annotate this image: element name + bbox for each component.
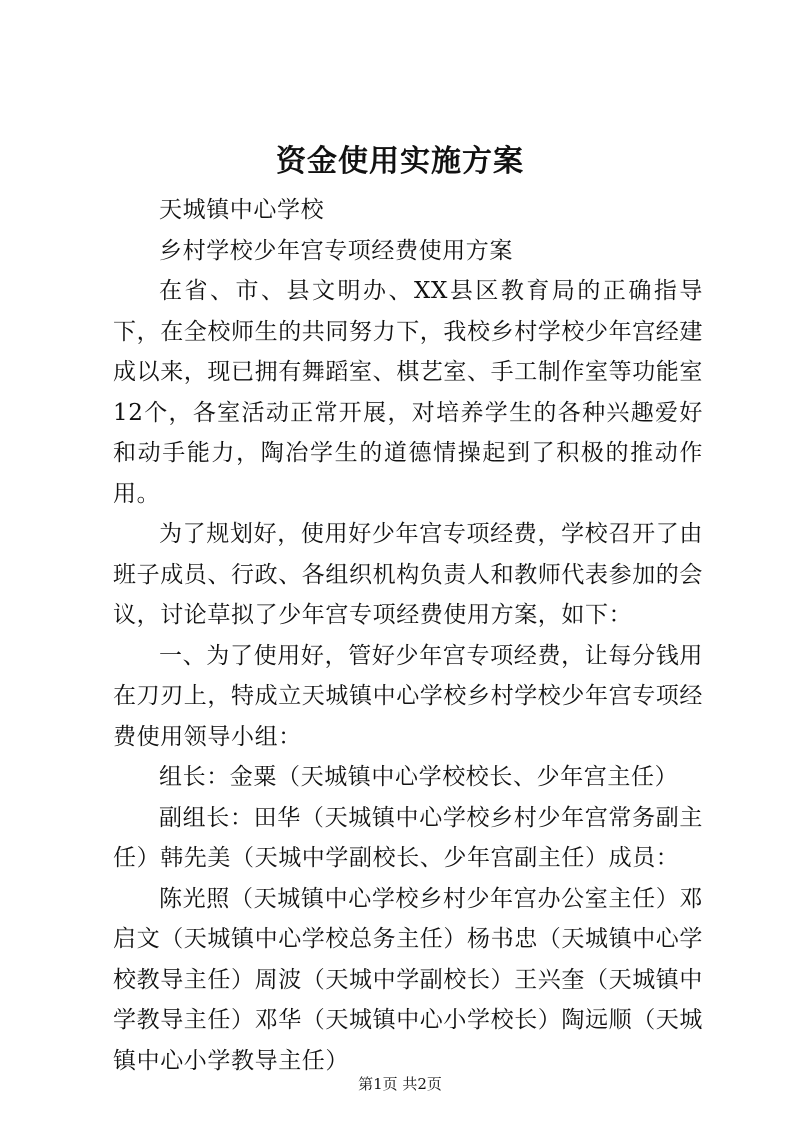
- paragraph-members: 陈光照（天城镇中心学校乡村少年宫办公室主任）邓启文（天城镇中心学校总务主任）杨书忠（天城镇中心学校教导主任）周波（天城中学副校长）王兴奎（天城镇中学教导主任）邓华（天城镇中心小学校长）陶远顺（天城镇中心小学教导主任）: [113, 885, 703, 1074]
- page-footer: 第1页 共2页: [358, 1075, 442, 1093]
- document-body: [113, 190, 703, 1081]
- paragraph-school-name: 天城镇中心学校: [159, 197, 325, 223]
- paragraph-deputy-leaders: 副组长：田华（天城镇中心学校乡村少年宫常务副主任）韩先美（天城中学副校长、少年宫副主任）成员：: [113, 804, 703, 871]
- paragraph-plan-name: 乡村学校少年宫专项经费使用方案: [159, 237, 513, 264]
- paragraph-background: 在省、市、县文明办、XX县区教育局的正确指导下，在全校师生的共同努力下，我校乡村学校少年宫经建成以来，现已拥有舞蹈室、棋艺室、手工制作室等功能室12个，各室活动正常开展，对培养学生的各种兴趣爱好和动手能力，陶冶学生的道德情操起到了积极的推动作用。: [113, 278, 703, 507]
- document-title: 资金使用实施方案: [276, 144, 524, 179]
- paragraph-meeting: 为了规划好，使用好少年宫专项经费，学校召开了由班子成员、行政、各组织机构负责人和教师代表参加的会议，讨论草拟了少年宫专项经费使用方案，如下：: [113, 521, 703, 628]
- paragraph-leader: 组长：金粟（天城镇中心学校校长、少年宫主任）: [159, 764, 679, 790]
- paragraph-section-one: 一、为了使用好，管好少年宫专项经费，让每分钱用在刀刃上，特成立天城镇中心学校乡村学校少年宫专项经费使用领导小组：: [113, 642, 703, 750]
